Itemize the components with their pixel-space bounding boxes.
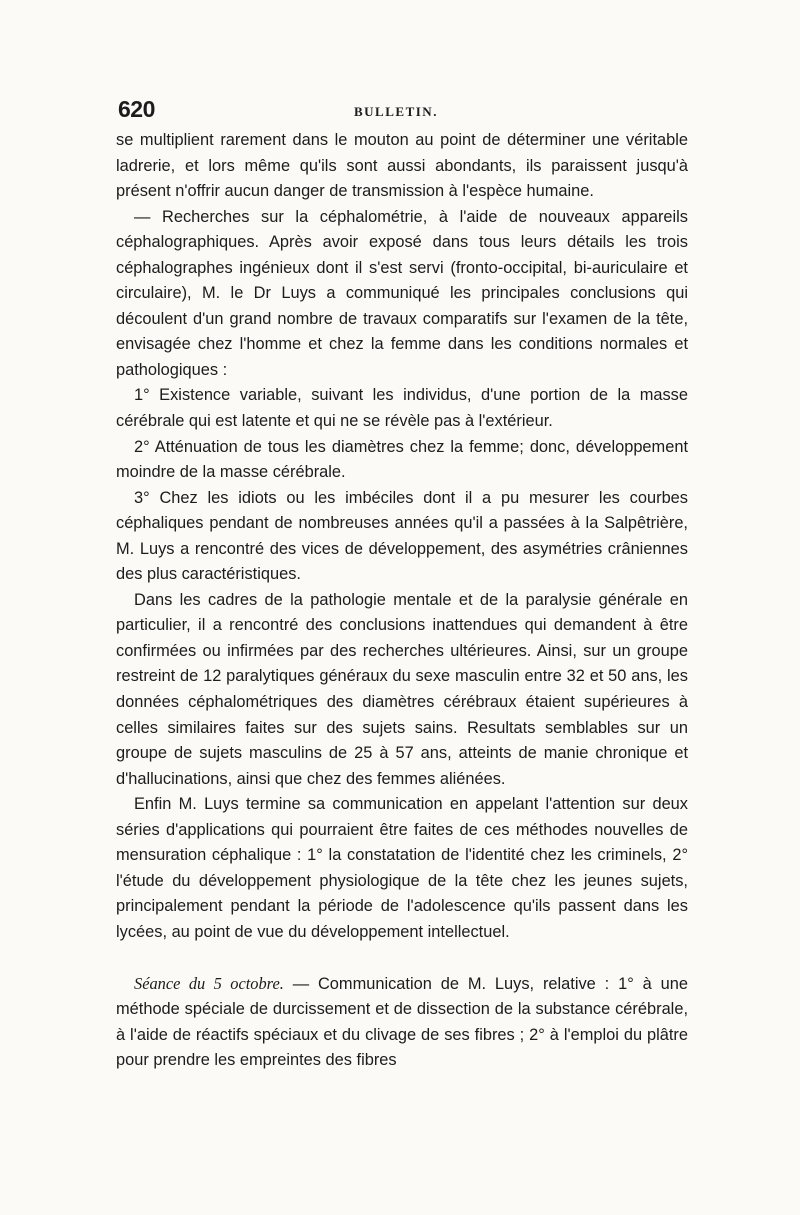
paragraph-continuation: se multiplient rarement dans le mouton au point de déterminer une véritable ladrerie, et lors même qu'ils sont aussi abondants, ils paraissent jusqu'à présent n'offrir aucun danger de transmission à l'espèce humaine. — [116, 131, 688, 201]
paragraph-cephalometrie: — Recherches sur la céphalométrie, à l'aide de nouveaux appareils céphalographiques. Après avoir exposé dans tous leurs détails les trois céphalographes ingénieux dont il s'est servi (fronto-occipital, bi-auriculaire et circulaire), M. le Dr Luys a communiqué les principales conclusions qui découlent d'un grand nombre de travaux comparatifs sur l'examen de la tête, envisagée chez l'homme et chez la femme dans les conditions normales et pathologiques : — [116, 207, 688, 379]
paragraph-applications: Enfin M. Luys termine sa communication en appelant l'attention sur deux séries d'applications qui pourraient être faites de ces méthodes nouvelles de mensuration céphalique : 1° la constatation de l'identité chez les criminels, 2° l'étude du développement physiologique de la tête chez les jeunes sujets, principalement pendant la période de l'adolescence qu'ils passent dans les lycées, au point de vue du développement intellectuel. — [116, 795, 688, 941]
page-number: 620 — [118, 96, 155, 122]
seance-text: — Communication de M. Luys, relative : 1° à une méthode spéciale de durcissement et de dissection de la substance cérébrale, à l'aide de réactifs spéciaux et du clivage de ses fibres ; 2° à l'emploi du plâtre pour prendre les empreintes des fibres — [116, 974, 688, 1070]
paragraph-seance — [116, 971, 688, 1074]
page-header — [118, 96, 688, 126]
seance-label: Séance du 5 octobre. — [134, 973, 284, 993]
body-text — [116, 128, 688, 1074]
paragraph-conclusion-3: 3° Chez les idiots ou les imbéciles dont il a pu mesurer les courbes céphaliques pendant de nombreuses années qu'il a passées à la Salpêtrière, M. Luys a rencontré des vices de développement, des asymétries crâniennes des plus caractéristiques. — [116, 488, 688, 584]
paragraph-conclusion-1: 1° Existence variable, suivant les individus, d'une portion de la masse cérébrale qui est latente et qui ne se révèle pas à l'extérieur. — [116, 386, 688, 431]
paragraph-conclusion-2: 2° Atténuation de tous les diamètres chez la femme; donc, développement moindre de la masse cérébrale. — [116, 437, 688, 482]
running-head: BULLETIN. — [354, 104, 438, 119]
paragraph-pathologie: Dans les cadres de la pathologie mentale et de la paralysie générale en particulier, il a rencontré des conclusions inattendues qui demandent à être confirmées ou infirmées par des recherches ultérieures. Ainsi, sur un groupe restreint de 12 paralytiques généraux du sexe masculin entre 32 et 50 ans, les données céphalométriques des diamètres cérébraux étaient supérieures à celles similaires faites sur des sujets sains. Resultats semblables sur un groupe de sujets masculins de 25 à 57 ans, atteints de manie chronique et d'hallucinations, ainsi que chez des femmes aliénées. — [116, 590, 688, 788]
